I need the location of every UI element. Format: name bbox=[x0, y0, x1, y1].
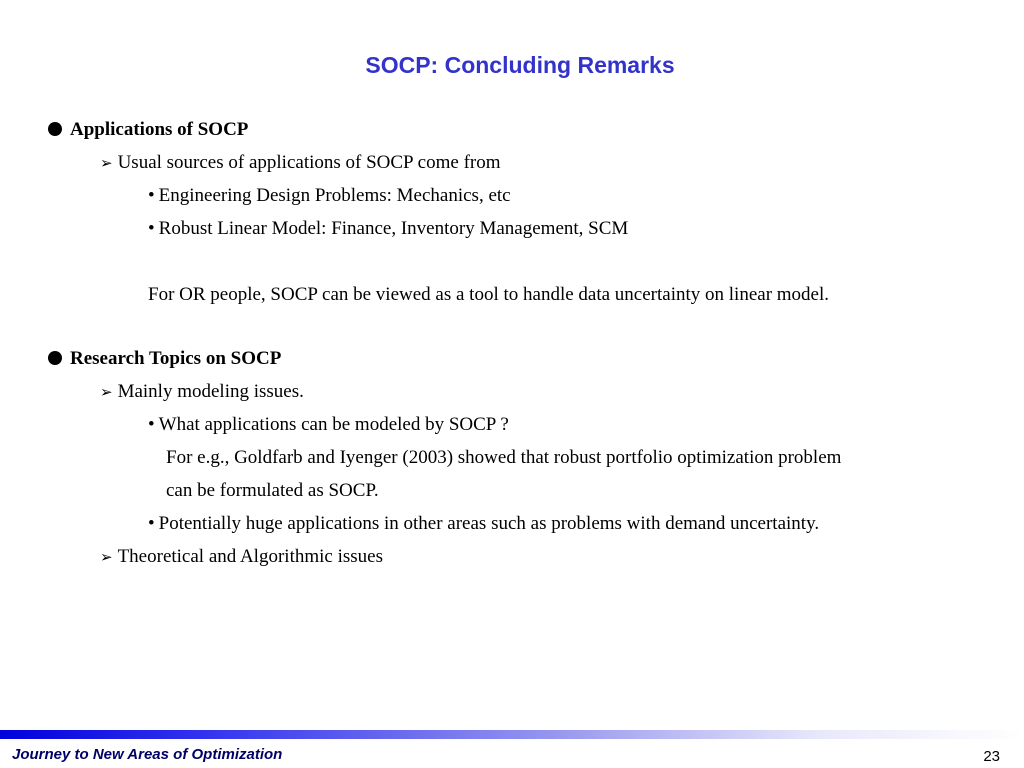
list-item bbox=[148, 413, 509, 437]
arrow-bullet-icon: ➢ bbox=[100, 548, 113, 566]
note-or-people: For OR people, SOCP can be viewed as a tool to handle data uncertainty on linear model. bbox=[148, 284, 830, 305]
arrow-bullet-icon: ➢ bbox=[100, 154, 113, 172]
footer-gradient-bar bbox=[0, 730, 1024, 739]
sub-bullet-label: Mainly modeling issues. bbox=[117, 381, 304, 402]
slide-title: SOCP: Concluding Remarks bbox=[365, 52, 675, 78]
arrow-bullet-icon: ➢ bbox=[100, 383, 113, 401]
dot-bullet-icon: • bbox=[148, 185, 155, 206]
list-item bbox=[148, 512, 819, 536]
sub-bullet-modeling bbox=[100, 380, 304, 404]
sub-bullet-usual-sources bbox=[100, 151, 501, 175]
footer-title: Journey to New Areas of Optimization bbox=[12, 746, 283, 763]
dot-bullet-icon: • bbox=[148, 513, 155, 534]
dot-bullet-icon: • bbox=[148, 218, 155, 239]
list-item bbox=[148, 217, 628, 241]
filled-circle-bullet-icon bbox=[48, 122, 62, 136]
section-heading-research bbox=[48, 347, 281, 371]
list-item-label: Engineering Design Problems: Mechanics, etc bbox=[158, 185, 511, 206]
dot-bullet-icon: • bbox=[148, 414, 155, 435]
filled-circle-bullet-icon bbox=[48, 351, 62, 365]
list-item-label: What applications can be modeled by SOCP ? bbox=[158, 414, 509, 435]
list-item-label: Potentially huge applications in other areas such as problems with demand uncertainty. bbox=[158, 513, 820, 534]
section-heading-label: Research Topics on SOCP bbox=[70, 348, 282, 369]
list-item bbox=[148, 184, 511, 208]
section-heading-label: Applications of SOCP bbox=[70, 119, 249, 140]
page-number: 23 bbox=[983, 748, 1000, 765]
list-item-label: Robust Linear Model: Finance, Inventory Management, SCM bbox=[158, 218, 629, 239]
sub-bullet-theoretical bbox=[100, 545, 383, 569]
example-text-line1: For e.g., Goldfarb and Iyenger (2003) showed that robust portfolio optimization problem bbox=[166, 447, 842, 468]
example-text-line2: can be formulated as SOCP. bbox=[166, 480, 379, 501]
sub-bullet-label: Theoretical and Algorithmic issues bbox=[117, 546, 383, 567]
sub-bullet-label: Usual sources of applications of SOCP come from bbox=[117, 152, 501, 173]
section-heading-applications bbox=[48, 118, 248, 142]
